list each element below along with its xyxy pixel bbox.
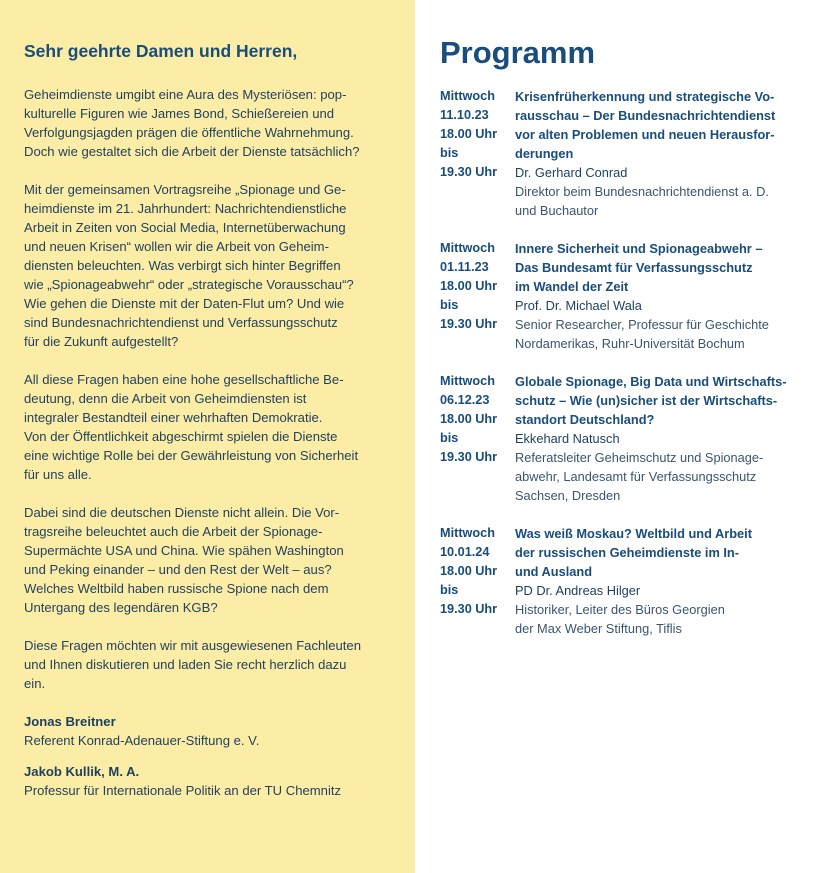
program-list [440, 87, 830, 638]
text-line: sind Bundesnachrichtendienst und Verfassungsschutz [24, 315, 338, 330]
program-title: Programm [440, 35, 596, 70]
program-column [415, 0, 830, 873]
event-details [515, 372, 787, 505]
text-line: Doch wie gestaltet sich die Arbeit der Dienste tatsächlich? [24, 144, 360, 159]
text-line: Arbeit in Zeiten von Social Media, Internetüberwachung [24, 220, 346, 235]
event-details [515, 239, 769, 353]
text-line: kulturelle Figuren wie James Bond, Schießereien und [24, 106, 335, 121]
text-line: tragsreihe beleuchtet auch die Arbeit der Spionage- [24, 524, 323, 539]
event-title-line: vor alten Problemen und neuen Herausfor- [515, 127, 775, 142]
event-start-time: 18.00 Uhr [440, 412, 498, 426]
event-title-line: Was weiß Moskau? Weltbild und Arbeit [515, 526, 752, 541]
event-speaker: Dr. Gerhard Conrad [515, 165, 628, 180]
event-speaker-role-line: Referatsleiter Geheimschutz und Spionage- [515, 450, 764, 465]
event-speaker: PD Dr. Andreas Hilger [515, 583, 641, 598]
program-event [440, 524, 830, 638]
event-speaker-role-line: Historiker, Leiter des Büros Georgien [515, 602, 725, 617]
text-line: Supermächte USA und China. Wie spähen Washington [24, 543, 344, 558]
event-end-time: 19.30 Uhr [440, 450, 498, 464]
event-title-line: und Ausland [515, 564, 593, 579]
text-line: für die Zukunft aufgestellt? [24, 334, 179, 349]
event-date: 01.11.23 [440, 260, 489, 274]
event-day: Mittwoch [440, 526, 495, 540]
event-title-line: der russischen Geheimdienste im In- [515, 545, 740, 560]
event-speaker: Ekkehard Natusch [515, 431, 620, 446]
event-title-line: derungen [515, 146, 574, 161]
text-line: und neuen Krisen“ wollen wir die Arbeit von Geheim- [24, 239, 329, 254]
event-end-time: 19.30 Uhr [440, 165, 498, 179]
event-speaker-role-line: und Buchautor [515, 203, 599, 218]
text-line: ein. [24, 676, 46, 691]
event-when [440, 524, 515, 638]
event-details [515, 524, 752, 638]
event-date: 11.10.23 [440, 108, 489, 122]
event-end-time: 19.30 Uhr [440, 602, 498, 616]
signature-name: Jakob Kullik, M. A. [24, 764, 140, 779]
program-event [440, 87, 830, 220]
event-start-time: 18.00 Uhr [440, 127, 498, 141]
text-line: Mit der gemeinsamen Vortragsreihe „Spionage und Ge- [24, 182, 346, 197]
letter-paragraph [24, 370, 391, 484]
text-line: Dabei sind die deutschen Dienste nicht allein. Die Vor- [24, 505, 340, 520]
signature-block [24, 762, 391, 800]
text-line: deutung, denn die Arbeit von Geheimdiensten ist [24, 391, 307, 406]
event-speaker: Prof. Dr. Michael Wala [515, 298, 642, 313]
text-line: und Peking einander – und den Rest der Welt – aus? [24, 562, 332, 577]
event-title-line: schutz – Wie (un)sicher ist der Wirtschafts- [515, 393, 778, 408]
letter-paragraph [24, 180, 391, 351]
event-speaker-role-line: abwehr, Landesamt für Verfassungsschutz [515, 469, 757, 484]
signature-role: Professur für Internationale Politik an der TU Chemnitz [24, 783, 342, 798]
event-title-line: Krisenfrüherkennung und strategische Vo- [515, 89, 775, 104]
event-speaker-role-line: Direktor beim Bundesnachrichtendienst a. D. [515, 184, 769, 199]
event-end-time: 19.30 Uhr [440, 317, 498, 331]
event-title-line: Das Bundesamt für Verfassungsschutz [515, 260, 753, 275]
event-when [440, 372, 515, 505]
event-title-line: Innere Sicherheit und Spionageabwehr – [515, 241, 763, 256]
text-line: wie „Spionageabwehr“ oder „strategische Vorausschau“? [24, 277, 354, 292]
text-line: integraler Bestandteil einer wehrhaften Demokratie. [24, 410, 323, 425]
event-speaker-role-line: Sachsen, Dresden [515, 488, 621, 503]
event-day: Mittwoch [440, 241, 495, 255]
event-date: 06.12.23 [440, 393, 490, 407]
event-day: Mittwoch [440, 89, 495, 103]
letter-paragraph [24, 85, 391, 161]
text-line: Untergang des legendären KGB? [24, 600, 218, 615]
text-line: für uns alle. [24, 467, 92, 482]
event-start-time: 18.00 Uhr [440, 564, 498, 578]
signature-name: Jonas Breitner [24, 714, 116, 729]
letter-greeting: Sehr geehrte Damen und Herren, [24, 41, 298, 61]
event-day: Mittwoch [440, 374, 495, 388]
event-speaker-role-line: Nordamerikas, Ruhr-Universität Bochum [515, 336, 745, 351]
event-speaker-role-line: der Max Weber Stiftung, Tiflis [515, 621, 682, 636]
event-title-line: Globale Spionage, Big Data und Wirtschafts- [515, 374, 787, 389]
signature-role: Referent Konrad-Adenauer-Stiftung e. V. [24, 733, 260, 748]
event-time-separator: bis [440, 146, 459, 160]
text-line: Verfolgungsjagden prägen die öffentliche Wahrnehmung. [24, 125, 354, 140]
event-details [515, 87, 775, 220]
letter-paragraph [24, 636, 391, 693]
letter-signatures [24, 712, 391, 800]
text-line: diensten beleuchten. Was verbirgt sich hinter Begriffen [24, 258, 341, 273]
letter-paragraph [24, 503, 391, 617]
text-line: Wie gehen die Dienste mit der Daten-Flut um? Und wie [24, 296, 345, 311]
text-line: Welches Weltbild haben russische Spione nach dem [24, 581, 329, 596]
event-speaker-role-line: Senior Researcher, Professur für Geschichte [515, 317, 769, 332]
event-title-line: rausschau – Der Bundesnachrichtendienst [515, 108, 776, 123]
event-time-separator: bis [440, 298, 459, 312]
letter-body [24, 85, 391, 693]
event-start-time: 18.00 Uhr [440, 279, 498, 293]
text-line: Von der Öffentlichkeit abgeschirmt spielen die Dienste [24, 429, 338, 444]
text-line: heimdienste im 21. Jahrhundert: Nachrichtendienstliche [24, 201, 347, 216]
event-when [440, 87, 515, 220]
event-date: 10.01.24 [440, 545, 490, 559]
event-time-separator: bis [440, 583, 459, 597]
event-title-line: standort Deutschland? [515, 412, 655, 427]
program-event [440, 239, 830, 353]
program-event [440, 372, 830, 505]
event-when [440, 239, 515, 353]
text-line: Diese Fragen möchten wir mit ausgewiesenen Fachleuten [24, 638, 361, 653]
text-line: und Ihnen diskutieren und laden Sie recht herzlich dazu [24, 657, 347, 672]
signature-block [24, 712, 391, 750]
text-line: All diese Fragen haben eine hohe gesellschaftliche Be- [24, 372, 344, 387]
event-title-line: im Wandel der Zeit [515, 279, 629, 294]
text-line: eine wichtige Rolle bei der Gewährleistung von Sicherheit [24, 448, 359, 463]
event-time-separator: bis [440, 431, 459, 445]
text-line: Geheimdienste umgibt eine Aura des Mysteriösen: pop- [24, 87, 347, 102]
